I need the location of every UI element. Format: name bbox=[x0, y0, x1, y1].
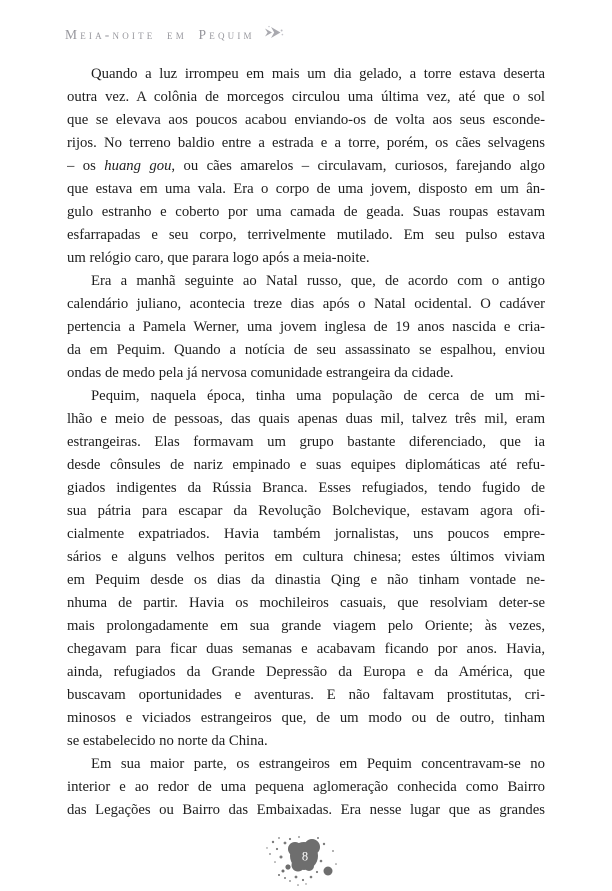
text-line: pertencia a Pamela Werner, uma jovem inglesa de 19 anos nascida e cria- bbox=[67, 319, 545, 335]
text-line: se estabelecido no norte da China. bbox=[67, 733, 268, 749]
text-line: gulo estranho e coberto por uma camada de geada. Suas roupas estavam bbox=[67, 204, 545, 220]
text-line: mais prolongadamente em sua grande viagem pelo Oriente; às vezes, bbox=[67, 618, 545, 634]
text-line: um relógio caro, que parara logo após a meia-noite. bbox=[67, 250, 370, 266]
paragraph bbox=[67, 270, 545, 385]
text-line: rijos. No terreno baldio entre a estrada e a torre, porém, os cães selvagens bbox=[67, 135, 545, 151]
paragraph bbox=[67, 385, 545, 753]
text-line: da em Pequim. Quando a notícia de seu assassinato se espalhou, enviou bbox=[67, 342, 545, 358]
text-line: Pequim, naquela época, tinha uma população de cerca de um mi- bbox=[91, 388, 545, 404]
text-line: Era a manhã seguinte ao Natal russo, que, de acordo com o antigo bbox=[91, 273, 545, 289]
running-header-title: Meia-noite em Pequim bbox=[65, 27, 255, 42]
text-line: que estava em uma vala. Era o corpo de uma jovem, disposto em um ân- bbox=[67, 181, 545, 197]
text-line: sua pátria para escapar da Revolução Bolchevique, estavam agora ofi- bbox=[67, 503, 545, 519]
text-line: ainda, refugiados da Grande Depressão da Europa e da América, que bbox=[67, 664, 545, 680]
text-line: chegavam para ficar duas semanas e acabavam ficando por anos. Havia, bbox=[67, 641, 545, 657]
text-line: interior e ao redor de uma pequena aglomeração conhecida como Bairro bbox=[67, 779, 545, 795]
text-line: calendário juliano, acontecia treze dias após o Natal ocidental. O cadáver bbox=[67, 296, 545, 312]
paragraph bbox=[67, 63, 545, 270]
text-line: Em sua maior parte, os estrangeiros em Pequim concentravam-se no bbox=[91, 756, 545, 772]
text-line: – os huang gou, ou cães amarelos – circulavam, curiosos, farejando algo bbox=[67, 158, 545, 174]
text-line: buscavam oportunidades e aventuras. E não faltavam prostitutas, cri- bbox=[67, 687, 545, 703]
text-line: em Pequim desde os dias da dinastia Qing e não tinham vontade ne- bbox=[67, 572, 545, 588]
ink-splat-decoration bbox=[254, 834, 354, 890]
text-line: lhão e meio de pessoas, das quais apenas duas mil, talvez três mil, eram bbox=[67, 411, 545, 427]
text-line: minosos e viciados estrangeiros que, de um modo ou de outro, tinham bbox=[67, 710, 545, 726]
text-line: giados indigentes da Rússia Branca. Esses refugiados, tendo fugido de bbox=[67, 480, 545, 496]
text-line: estrangeiras. Elas formavam um grupo bastante diferenciado, que ia bbox=[67, 434, 545, 450]
page-body bbox=[67, 63, 545, 822]
text-line: nhuma de partir. Havia os mochileiros casuais, que resolviam deter-se bbox=[67, 595, 545, 611]
text-line: ondas de medo pela já nervosa comunidade estrangeira da cidade. bbox=[67, 365, 454, 381]
text-line: desde cônsules de nariz empinado e suas equipes diplomáticas até refu- bbox=[67, 457, 545, 473]
running-header bbox=[65, 26, 285, 44]
text-line: esfarrapadas e seu corpo, terrivelmente mutilado. Em seu pulso estava bbox=[67, 227, 545, 243]
text-line: cialmente expatriados. Havia também jornalistas, uns poucos empre- bbox=[67, 526, 545, 542]
brush-double-arrow-icon bbox=[263, 25, 285, 45]
text-line: outra vez. A colônia de morcegos circulou uma última vez, até que o sol bbox=[67, 89, 545, 105]
text-line: Quando a luz irrompeu em mais um dia gelado, a torre estava deserta bbox=[91, 66, 545, 82]
paragraph bbox=[67, 753, 545, 822]
text-line: sários e alguns velhos peritos em cultura chinesa; estes últimos viviam bbox=[67, 549, 545, 565]
text-line: que se elevava aos poucos acabou enviando-os de volta aos seus esconde- bbox=[67, 112, 545, 128]
text-line: das Legações ou Bairro das Embaixadas. Era nesse lugar que as grandes bbox=[67, 802, 545, 818]
page-number: 8 bbox=[301, 849, 309, 864]
